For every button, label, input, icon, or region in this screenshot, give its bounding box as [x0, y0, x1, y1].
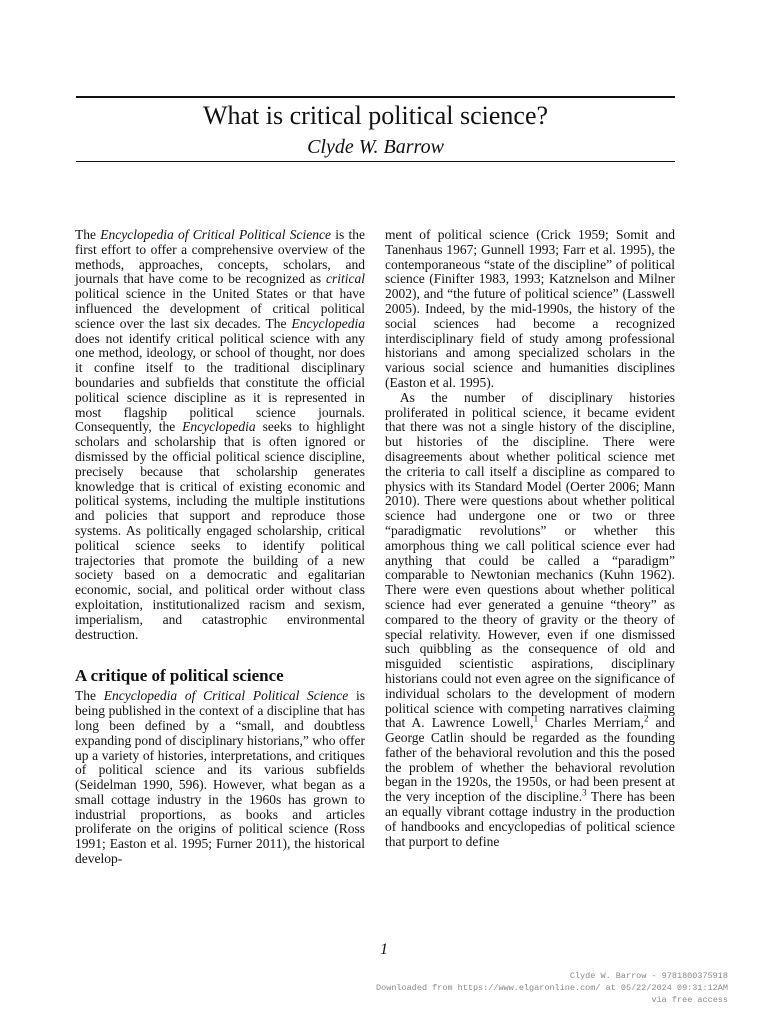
header-rule-bottom	[76, 161, 675, 162]
article-title: What is critical political science?	[202, 101, 549, 130]
footer-line-author: Clyde W. Barrow - 9781800375918	[569, 971, 728, 981]
paragraph-continued	[385, 228, 675, 391]
italic-run: Encyclopedia	[291, 315, 365, 331]
text-run: is the first effort to offer a comprehensive overview of the methods, approaches, concepts, scholars, and journals that have come to be recognized as	[75, 227, 365, 287]
italic-run: critical	[326, 271, 365, 287]
page-number: 1	[380, 941, 388, 958]
italic-run: Encyclopedia of Critical Political Science	[103, 688, 349, 704]
paragraph-critique	[75, 689, 365, 867]
text-run: ment of political science (Crick 1959; Somit and Tanenhaus 1967; Gunnell 1993; Farr et al. 1995), the contemporaneous “state of the discipline” of political science (Finifter 1983, 1993; Katznelson and Milner 2002), and “the future of political science” (Lasswell 2005). Indeed, by the mid-1990s, the history of the social sciences had become a recognized interdisciplinary field of study among professional historians and among specialized scholars in the various social science and humanities disciplines (Easton et al. 1995).	[385, 227, 675, 390]
footnote-marker: 1	[533, 713, 539, 724]
italic-run: Encyclopedia of Critical Political Science	[100, 227, 331, 242]
footer-line-access: via free access	[651, 995, 728, 1005]
left-column	[75, 228, 365, 867]
paragraph-histories	[385, 391, 675, 850]
text-run: seeks to highlight scholars and scholarship that is often ignored or dismissed by the official political science discipline, precisely because that scholarship generates knowledge that is critical of existing economic and political systems, including the multiple institutions and policies that support and reproduce those systems. As politically engaged scholarship, critical political science seeks to identify political trajectories that promote the building of a new society based on a democratic and egalitarian economic, social, and political order without class exploitation, institutionalized racism and sexism, imperialism, and catastrophic environmental destruction.	[75, 419, 365, 642]
text-run: As the number of disciplinary histories proliferated in political science, it became evident that there was not a single history of the discipline, but histories of the discipline. There were disagreements about whether political science met the criteria to call itself a discipline as compared to physics with its Standard Model (Oerter 2006; Mann 2010). There were questions about whether political science had undergone one or two or three “paradigmatic revolutions” or whether this amorphous thing we call political science ever had anything that could be called a “paradigm” comparable to Newtonian mechanics (Kuhn 1962). There were even questions about whether political science had ever generated a genuine “theory” as compared to the theory of gravity or the theory of special relativity. However, even if one dismissed such quibbling as the consequence of old and misguided scientistic aspirations, disciplinary historians could not even agree on the significance of individual scholars to the development of modern political science with competing narratives claiming that A. Lawrence Lowell,	[385, 389, 675, 731]
right-column	[385, 228, 675, 849]
download-footer	[376, 970, 728, 1006]
text-run: Charles Merriam,	[538, 715, 644, 731]
text-run: The	[75, 688, 104, 704]
article-author: Clyde W. Barrow	[307, 136, 444, 158]
footer-line-download: Downloaded from https://www.elgaronline.com/ at 05/22/2024 09:31:12AM	[376, 983, 728, 993]
text-run: There has been an equally vibrant cottage industry in the production of handbooks and encyclopedias of political science that purport to define	[385, 789, 675, 849]
header-rule-top	[76, 96, 675, 98]
italic-run: Encyclopedia	[182, 419, 256, 435]
text-run: political science in the United States or that have influenced the development of critical political science over the last six decades. The	[75, 286, 365, 331]
section-heading: A critique of political science	[75, 666, 284, 686]
text-run: The	[75, 227, 101, 242]
footnote-marker: 2	[643, 713, 649, 724]
footnote-marker: 3	[582, 787, 587, 798]
text-run: and George Catlin should be regarded as the founding father of the behavioral revolution and this the posed the problem of whether the behavioral revolution began in the 1920s, the 1950s, or had been present at the very inception of the discipline.	[385, 715, 676, 805]
text-run: does not identify critical political science with any one method, ideology, or school of thought, nor does it confine itself to the traditional disciplinary boundaries and subfields that constitute the official political science discipline as it is represented in most flagship political science journals. Consequently, the	[75, 330, 365, 435]
paragraph-intro	[75, 228, 365, 642]
text-run: is being published in the context of a discipline that has long been defined by a “small, and doubtless expanding pond of disciplinary historians,” who offer up a variety of histories, interpretations, and critiques of political science and its various subfields (Seidelman 1990, 596). However, what began as a small cottage industry in the 1960s has grown to industrial proportions, as books and articles proliferate on the origins of political science (Ross 1991; Easton et al. 1995; Furner 2011), the historical develop-	[75, 688, 365, 867]
